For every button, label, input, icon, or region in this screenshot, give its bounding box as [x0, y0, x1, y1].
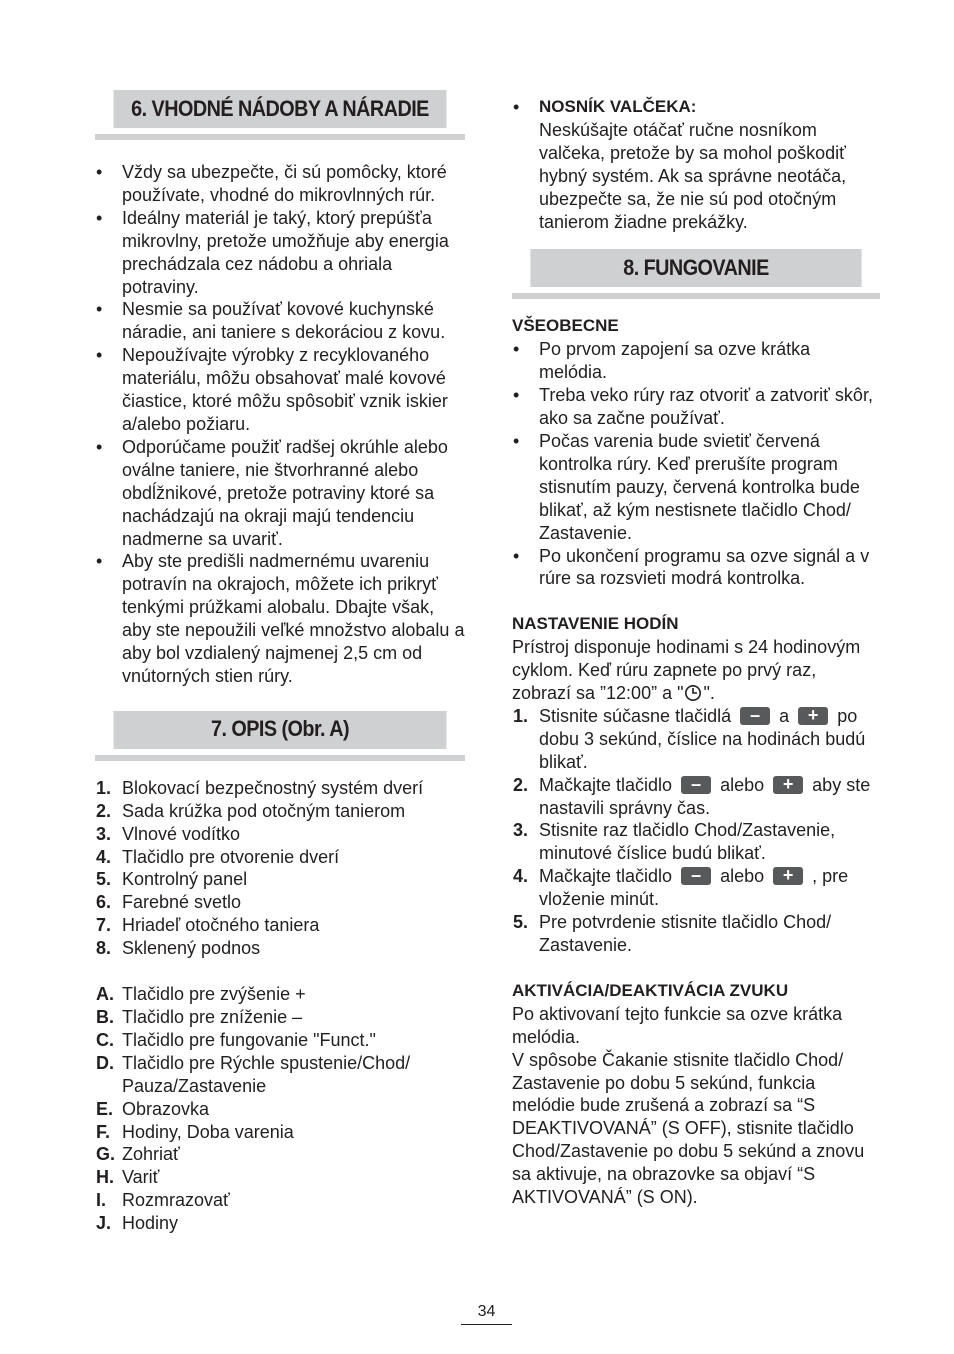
section-6-heading [114, 90, 447, 128]
list-item: • Po ukončení programu sa ozve signál a v rúre sa rozsvieti modrá kontrolka. [512, 545, 880, 591]
minus-button-icon: – [740, 707, 770, 725]
list-item: 5. Pre potvrdenie stisnite tlačidlo Chod/ Zastavenie. [513, 912, 832, 955]
list-item: • Treba veko rúry raz otvoriť a zatvoriť skôr, ako sa začne používať. [512, 384, 880, 430]
section-6-rule [95, 134, 465, 140]
sound-paragraph-1: Po aktivovaní tejto funkcie sa ozve krátka melódia. [512, 1003, 843, 1047]
left-column [95, 90, 465, 1235]
nosnik-list [512, 96, 880, 233]
list-item: 5. Kontrolný panel [96, 869, 248, 890]
plus-button-icon: + [798, 707, 828, 725]
list-item: • Nesmie sa používať kovové kuchynské náradie, ani taniere s dekoráciou z kovu. [95, 298, 465, 344]
section-6-title: 6. VHODNÉ NÁDOBY A NÁRADIE [131, 95, 429, 121]
sound-paragraph-2: V spôsobe Čakanie stisnite tlačidlo Chod/ Zastavenie po dobu 5 sekúnd, funkcia melódie bude zrušená a zobrazí sa “S DEAKTIVOVANÁ” (S OFF), stisnite tlačidlo Chod/Zastavenie po dobu 5 sekúnd a znovu sa aktivuje, na obrazovke sa objaví “S AKTIVOVANÁ” (S ON). [512, 1049, 865, 1208]
list-item: 3. Stisnite raz tlačidlo Chod/Zastavenie, minutové číslice budú blikať. [513, 820, 836, 864]
list-item: • Aby ste predišli nadmernému uvareniu potravín na okrajoch, môžete ich prikryť tenkými prúžkami alobalu. Dbajte však, aby ste nepoužili veľké množstvo alobalu a aby bol vzdialený najmenej 2,5 cm od vnútorných stien rúry. [95, 550, 465, 687]
list-item: 1. Stisnite súčasne tlačidlá – a + po dobu 3 sekúnd, číslice na hodinách budú blikať. [513, 704, 866, 772]
list-item: D. Tlačidlo pre Rýchle spustenie/Chod/ Pauza/Zastavenie [96, 1052, 411, 1096]
list-item: 2. Sada krúžka pod otočným tanierom [96, 800, 406, 821]
list-item: 3. Vlnové vodítko [96, 823, 241, 844]
plus-button-icon: + [773, 867, 803, 885]
plus-button-icon: + [773, 776, 803, 794]
section-7-heading [114, 711, 447, 749]
list-item: 1. Blokovací bezpečnostný systém dverí [96, 777, 424, 798]
list-item: 7. Hriadeľ otočného taniera [96, 915, 320, 936]
list-item: E. Obrazovka [96, 1098, 210, 1119]
list-item: • Vždy sa ubezpečte, či sú pomôcky, ktoré používate, vhodné do mikrovlnných rúr. [95, 161, 465, 207]
list-item: J. Hodiny [96, 1213, 179, 1234]
general-list [512, 338, 880, 590]
list-item: H. Variť [96, 1167, 160, 1188]
section-8-title: 8. FUNGOVANIE [623, 254, 769, 280]
section-7-title: 7. OPIS (Obr. A) [210, 716, 350, 742]
clock-steps [512, 705, 880, 957]
list-item: 8. Sklenený podnos [96, 938, 261, 959]
list-item: 4. Mačkajte tlačidlo – alebo + , pre vloženie minút. [513, 865, 849, 910]
list-item: • Odporúčame použiť radšej okrúhle alebo oválne taniere, nie štvorhranné alebo obdĺžnikové, pretože potraviny ktoré sa nachádzajú na okraji majú tendenciu nadmerne sa uvariť. [95, 436, 465, 551]
list-item: • Počas varenia bude svietiť červená kontrolka rúry. Keď prerušíte program stisnutím pauzy, červená kontrolka bude blikať, až kým nestisnete tlačidlo Chod/ Zastavenie. [512, 430, 880, 545]
minus-button-icon: – [681, 867, 711, 885]
page-number: 34 [461, 1302, 512, 1325]
list-item: • Ideálny materiál je taký, ktorý prepúšťa mikrovlny, pretože umožňuje aby energia prechádzala cez nádobu a ohriala potraviny. [95, 207, 465, 299]
list-item: • Po prvom zapojení sa ozve krátka melódia. [512, 338, 880, 384]
general-heading: VŠEOBECNE [512, 316, 619, 336]
list-item: I. Rozmrazovať [96, 1190, 230, 1211]
right-column [512, 96, 880, 1209]
minus-button-icon: – [681, 776, 711, 794]
section-8-rule [512, 293, 880, 299]
list-item: A. Tlačidlo pre zvýšenie + [96, 984, 306, 1005]
list-item: B. Tlačidlo pre zníženie – [96, 1007, 303, 1027]
clock-heading: NASTAVENIE HODÍN [512, 614, 679, 634]
nosnik-heading: • NOSNÍK VALČEKA: [539, 97, 697, 116]
nosnik-text: Neskúšajte otáčať ručne nosníkom valčeka, pretože by sa mohol poškodiť hybný systém. Ak sa správne neotáča, ubezpečte sa, že nie sú pod otočným tanierom žiadne prekážky. [539, 119, 847, 232]
section-6-list [95, 161, 465, 688]
list-item: 6. Farebné svetlo [96, 892, 242, 913]
list-item: 4. Tlačidlo pre otvorenie dverí [96, 846, 340, 867]
list-item: G. Zohriať [96, 1144, 180, 1165]
clock-icon [684, 684, 702, 702]
list-item: 2. Mačkajte tlačidlo – alebo + aby ste nastavili správny čas. [513, 773, 871, 818]
section-7-rule [95, 755, 465, 761]
sound-heading: AKTIVÁCIA/DEAKTIVÁCIA ZVUKU [512, 980, 789, 1000]
list-item: F. Hodiny, Doba varenia [96, 1121, 294, 1142]
section-8-heading [530, 249, 861, 287]
clock-intro: Prístroj disponuje hodinami s 24 hodinovým cyklom. Keď rúru zapnete po prvý raz, zobrazí sa ”12:00” a " ". [512, 637, 861, 704]
list-item [512, 96, 880, 233]
parts-numbered-list [95, 777, 465, 960]
parts-lettered-list [95, 983, 465, 1235]
list-item: C. Tlačidlo pre fungovanie "Funct." [96, 1029, 376, 1050]
list-item: • Nepoužívajte výrobky z recyklovaného materiálu, môžu obsahovať malé kovové čiastice, ktoré môžu spôsobiť vznik iskier a/alebo požiaru. [95, 344, 465, 436]
